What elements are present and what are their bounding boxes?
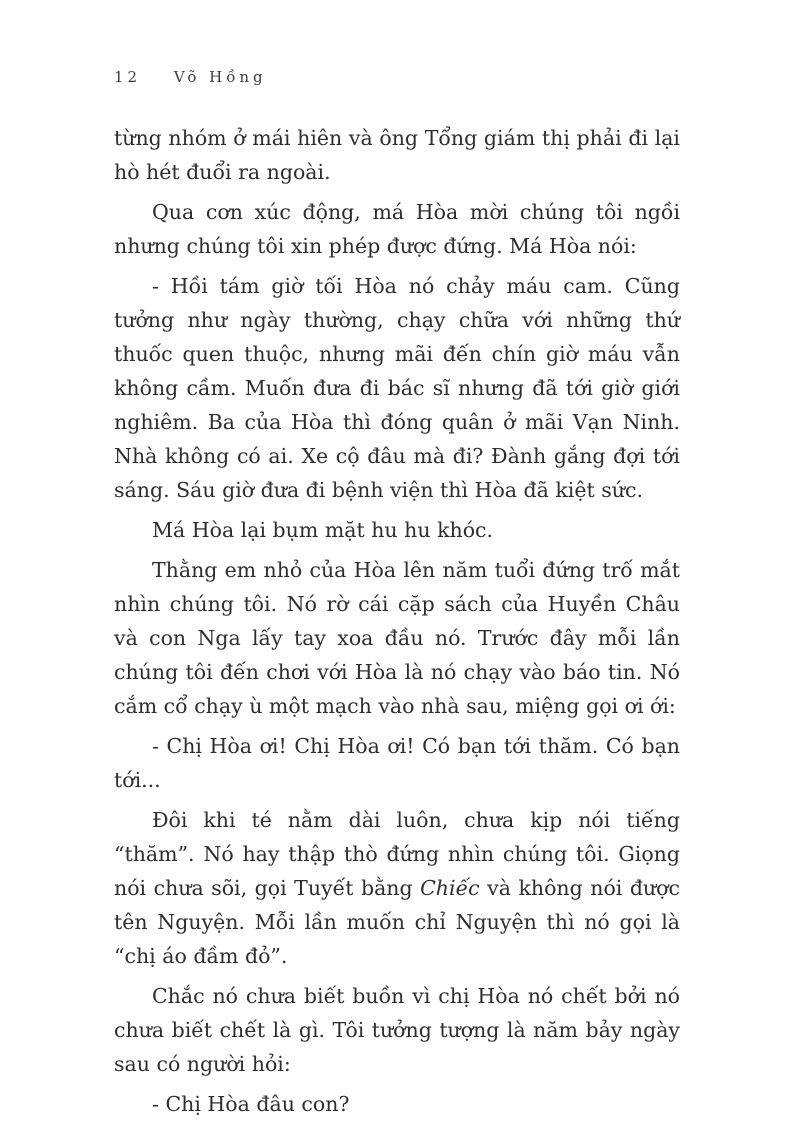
text-segment: Chiếc (420, 876, 480, 900)
text-segment: từng nhóm ở mái hiên và ông Tổng giám thị phải đi lại hò hét đuổi ra ngoài. (114, 126, 680, 184)
paragraph (114, 513, 680, 547)
page-header (114, 68, 267, 86)
paragraph (114, 1087, 680, 1121)
paragraph (114, 269, 680, 507)
page-body-text (114, 121, 680, 1127)
text-segment: - Chị Hòa đâu con? (152, 1092, 350, 1116)
text-segment: và không nói được tên Nguyện. Mỗi lần muốn chỉ Nguyện thì nó gọi là “chị áo đầm đỏ”. (114, 876, 680, 968)
text-segment: - Hồi tám giờ tối Hòa nó chảy máu cam. Cũng tưởng như ngày thường, chạy chữa với những thứ thuốc quen thuộc, nhưng mãi đến chín giờ máu vẫn không cầm. Muốn đưa đi bác sĩ nhưng đã tới giờ giới nghiêm. Ba của Hòa thì đóng quân ở mãi Vạn Ninh. Nhà không có ai. Xe cộ đâu mà đi? Đành gắng đợi tới sáng. Sáu giờ đưa đi bệnh viện thì Hòa đã kiệt sức. (114, 274, 680, 502)
text-segment: Đôi khi té nằm dài luôn, chưa kịp nói tiếng “thăm”. Nó hay thập thò đứng nhìn chúng tôi. Giọng nói chưa sõi, gọi Tuyết bằng (114, 808, 680, 900)
paragraph (114, 979, 680, 1081)
text-segment: Qua cơn xúc động, má Hòa mời chúng tôi ngồi nhưng chúng tôi xin phép được đứng. Má Hòa nói: (114, 200, 680, 258)
text-segment: - Chị Hòa ơi! Chị Hòa ơi! Có bạn tới thăm. Có bạn tới... (114, 734, 680, 792)
paragraph (114, 553, 680, 723)
text-segment: Chắc nó chưa biết buồn vì chị Hòa nó chết bởi nó chưa biết chết là gì. Tôi tưởng tượng là năm bảy ngày sau có người hỏi: (114, 984, 680, 1076)
text-segment: Má Hòa lại bụm mặt hu hu khóc. (152, 518, 494, 542)
paragraph (114, 729, 680, 797)
paragraph (114, 121, 680, 189)
paragraph (114, 195, 680, 263)
paragraph (114, 803, 680, 973)
running-head-author: Võ Hồng (173, 68, 267, 86)
page-number: 12 (114, 68, 142, 86)
text-segment: Thằng em nhỏ của Hòa lên năm tuổi đứng trố mắt nhìn chúng tôi. Nó rờ cái cặp sách của Huyền Châu và con Nga lấy tay xoa đầu nó. Trước đây mỗi lần chúng tôi đến chơi với Hòa là nó chạy vào báo tin. Nó cắm cổ chạy ù một mạch vào nhà sau, miệng gọi ơi ới: (114, 558, 680, 718)
